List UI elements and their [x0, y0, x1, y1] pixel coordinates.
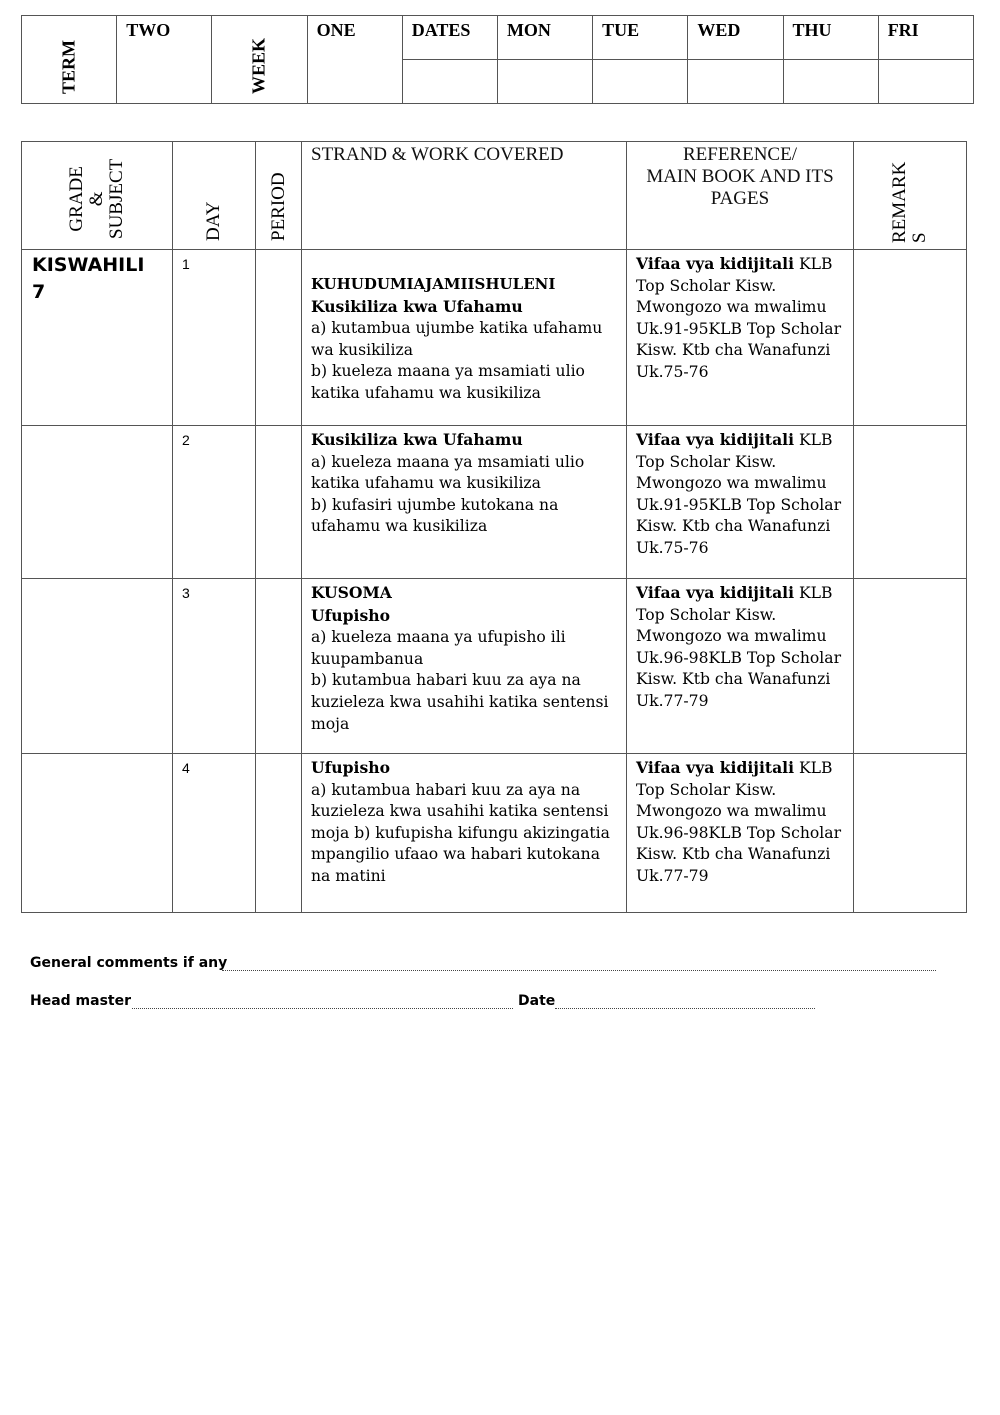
reference-text: KLB Top Scholar Kisw. Mwongozo wa mwalimu Uk.91-95KLB Top Scholar Kisw. Ktb cha Wanafunzi Uk.75-76: [636, 431, 842, 557]
week-label: WEEK: [248, 37, 269, 94]
table-row: [22, 250, 967, 426]
table-header-row: [22, 142, 967, 250]
week-label-cell: [212, 16, 307, 104]
period-label: PERIOD: [267, 172, 289, 241]
term-value: TWO: [117, 16, 212, 104]
strand-header: [302, 142, 627, 250]
period-header: [256, 142, 302, 250]
general-comments-label: General comments if any: [30, 955, 228, 971]
reference-text: KLB Top Scholar Kisw. Mwongozo wa mwalimu Uk.96-98KLB Top Scholar Kisw. Ktb cha Wanafunzi Uk.77-79: [636, 759, 842, 885]
headmaster-label: Head master: [30, 993, 132, 1009]
day-number: 2: [182, 432, 190, 448]
thu-date-cell: [783, 60, 878, 104]
reference-text: KLB Top Scholar Kisw. Mwongozo wa mwalimu Uk.96-98KLB Top Scholar Kisw. Ktb cha Wanafunzi Uk.77-79: [636, 584, 842, 710]
strand-item: b) kueleza maana ya msamiati ulio katika ufahamu wa kusikiliza: [311, 362, 585, 402]
date-label: Date: [518, 993, 556, 1009]
reference-cell: [627, 579, 854, 754]
period-cell: [256, 250, 302, 426]
period-cell: [256, 579, 302, 754]
strand-item: a) kutambua ujumbe katika ufahamu wa kusikiliza: [311, 319, 603, 359]
table-row: [22, 754, 967, 913]
reference-title: Vifaa vya kidijitali: [636, 254, 795, 273]
subject-cell: [22, 426, 173, 579]
table-row: [22, 426, 967, 579]
strand-label: STRAND & WORK COVERED: [311, 144, 564, 165]
period-cell: [256, 426, 302, 579]
reference-title: Vifaa vya kidijitali: [636, 758, 795, 777]
day-thu: THU: [783, 16, 878, 60]
term-label-cell: [22, 16, 117, 104]
grade-subject-label: GRADE & SUBJECT: [66, 158, 127, 239]
remarks-cell: [854, 754, 967, 913]
week-value: ONE: [307, 16, 402, 104]
headmaster-line[interactable]: [132, 1008, 513, 1009]
period-cell: [256, 754, 302, 913]
dates-label: DATES: [402, 16, 497, 60]
remarks-label: REMARK S: [889, 161, 930, 243]
day-wed: WED: [688, 16, 783, 60]
day-number: 1: [182, 256, 190, 272]
table-row: [22, 579, 967, 754]
remarks-cell: [854, 579, 967, 754]
strand-title: KUHUDUMIAJAMIISHULENI: [311, 275, 556, 293]
strand-cell: [302, 754, 627, 913]
general-comments-line[interactable]: [222, 970, 936, 971]
strand-item: a) kutambua habari kuu za aya na kuzieleza kwa usahihi katika sentensi moja b) kufupisha kifungu akizingatia mpangilio ufaao wa habari kutokana na matini: [311, 780, 610, 885]
strand-item: a) kueleza maana ya msamiati ulio katika ufahamu wa kusikiliza: [311, 452, 585, 493]
strand-title: KUSOMA: [311, 583, 392, 602]
day-fri: FRI: [878, 16, 973, 60]
strand-cell: [302, 579, 627, 754]
strand-cell: [302, 426, 627, 579]
wed-date-cell: [688, 60, 783, 104]
fri-date-cell: [878, 60, 973, 104]
day-label: DAY: [203, 201, 224, 241]
reference-header: [627, 142, 854, 250]
lesson-plan-table: [21, 141, 967, 913]
tue-date-cell: [593, 60, 688, 104]
remarks-header: [854, 142, 967, 250]
header-table: [21, 15, 974, 104]
remarks-cell: [854, 426, 967, 579]
reference-cell: [627, 426, 854, 579]
reference-label: REFERENCE/ MAIN BOOK AND ITS PAGES: [646, 144, 834, 209]
reference-title: Vifaa vya kidijitali: [636, 430, 795, 449]
term-label: TERM: [58, 40, 79, 94]
mon-date-cell: [497, 60, 592, 104]
remarks-cell: [854, 250, 967, 426]
strand-item: b) kufasiri ujumbe kutokana na ufahamu wa kusikiliza: [311, 495, 559, 536]
subject-cell: [22, 754, 173, 913]
strand-cell: [302, 250, 627, 426]
day-mon: MON: [497, 16, 592, 60]
day-header: [173, 142, 256, 250]
day-tue: TUE: [593, 16, 688, 60]
subject-cell: [22, 579, 173, 754]
reference-cell: [627, 250, 854, 426]
day-number: 3: [182, 585, 190, 601]
strand-subtitle: Ufupisho: [311, 605, 390, 625]
strand-subtitle: Ufupisho: [311, 758, 390, 777]
strand-item: a) kueleza maana ya ufupisho ili kuupambanua: [311, 628, 566, 668]
reference-title: Vifaa vya kidijitali: [636, 583, 795, 602]
reference-text: KLB Top Scholar Kisw. Mwongozo wa mwalimu Uk.91-95KLB Top Scholar Kisw. Ktb cha Wanafunzi Uk.75-76: [636, 255, 842, 381]
subject-name: KISWAHILI 7: [32, 254, 145, 303]
subject-cell: [22, 250, 173, 426]
grade-subject-header: [22, 142, 173, 250]
date-line[interactable]: [555, 1008, 815, 1009]
day-number: 4: [182, 760, 190, 776]
strand-subtitle: Kusikiliza kwa Ufahamu: [311, 296, 523, 316]
strand-subtitle: Kusikiliza kwa Ufahamu: [311, 430, 523, 449]
dates-cell: [402, 60, 497, 104]
strand-item: b) kutambua habari kuu za aya na kuzieleza kwa usahihi katika sentensi moja: [311, 671, 609, 733]
reference-cell: [627, 754, 854, 913]
